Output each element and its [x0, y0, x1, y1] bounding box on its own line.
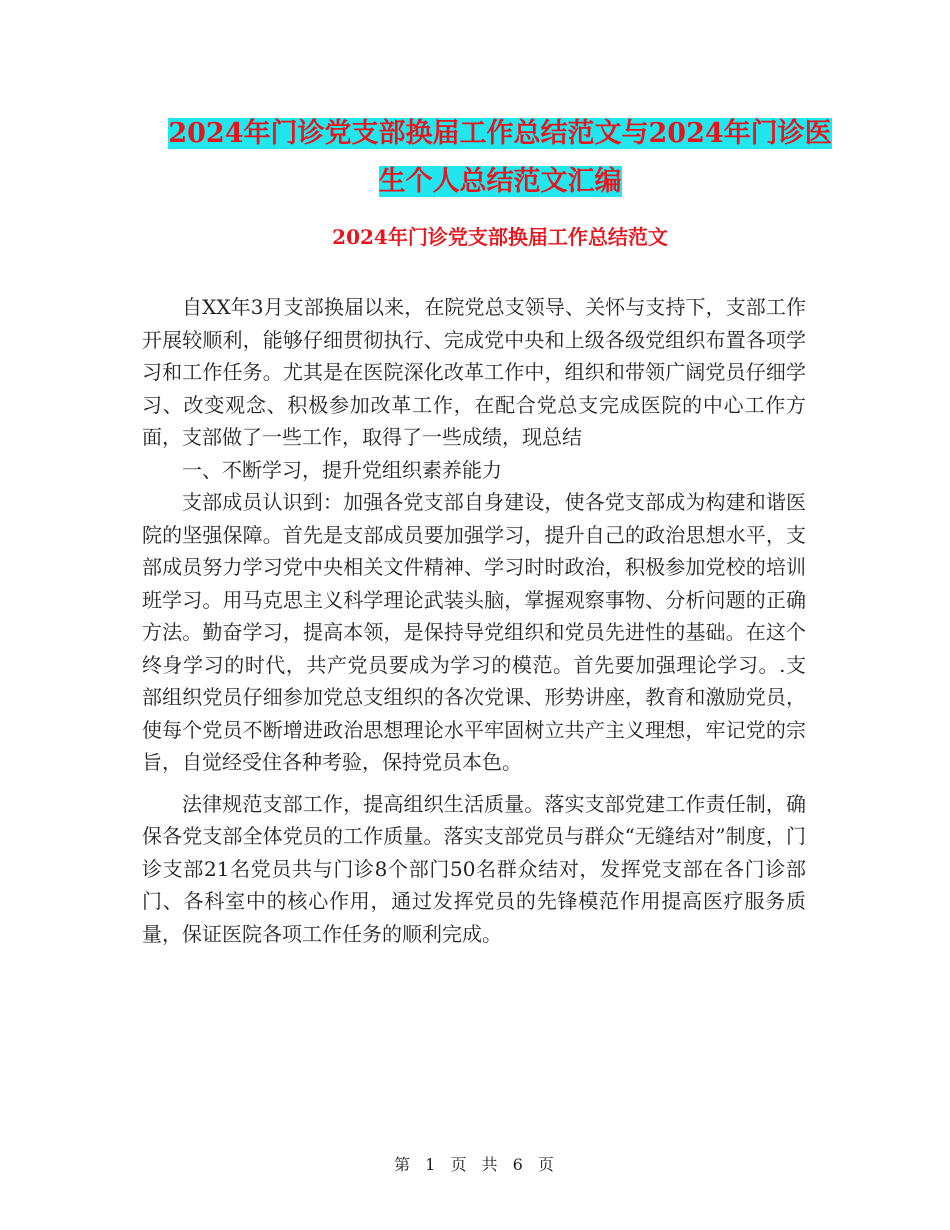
main-title [140, 110, 860, 206]
main-title-line-2: 生个人总结范文汇编 [378, 166, 622, 197]
section-title: 2024年门诊党支部换届工作总结范文 [332, 225, 668, 249]
paragraph-regulation: 法律规范支部工作，提高组织生活质量。落实支部党建工作责任制，确保各党支部全体党员的工作质量。落实支部党员与群众“无缝结对”制度，门诊支部21名党员共与门诊8个部门50名群众结对，发挥党支部在各门诊部门、各科室中的核心作用，通过发挥党员的先锋模范作用提高医疗服务质量，保证医院各项工作任务的顺利完成。 [142, 791, 806, 946]
document-body [142, 291, 806, 950]
main-title-line-1: 2024年门诊党支部换届工作总结范文与2024年门诊医 [168, 118, 832, 149]
paragraph-intro: 自XX年3月支部换届以来，在院党总支领导、关怀与支持下，支部工作开展较顺利，能够仔细贯彻执行、完成党中央和上级各级党组织布置各项学习和工作任务。尤其是在医院深化改革工作中，组织和带领广阔党员仔细学习、改变观念、积极参加改革工作，在配合党总支完成医院的中心工作方面，支部做了一些工作，取得了一些成绩，现总结 [142, 295, 806, 449]
paragraph-heading-1: 一、不断学习，提升党组织素养能力 [182, 457, 502, 482]
page-footer: 第 1 页 共 6 页 [394, 1155, 556, 1174]
paragraph-study: 支部成员认识到：加强各党支部自身建设，使各党支部成为构建和谐医院的坚强保障。首先是支部成员要加强学习，提升自己的政治思想水平，支部成员努力学习党中央相关文件精神、学习时时政治，积极参加党校的培训班学习。用马克思主义科学理论武装头脑，掌握观察事物、分析问题的正确方法。勤奋学习，提高本领，是保持导党组织和党员先进性的基础。在这个终身学习的时代，共产党员要成为学习的模范。首先要加强理论学习。.支部组织党员仔细参加党总支组织的各次党课、形势讲座，教育和激励党员，使每个党员不断增进政治思想理论水平牢固树立共产主义理想，牢记党的宗旨，自觉经受住各种考验，保持党员本色。 [142, 490, 806, 774]
